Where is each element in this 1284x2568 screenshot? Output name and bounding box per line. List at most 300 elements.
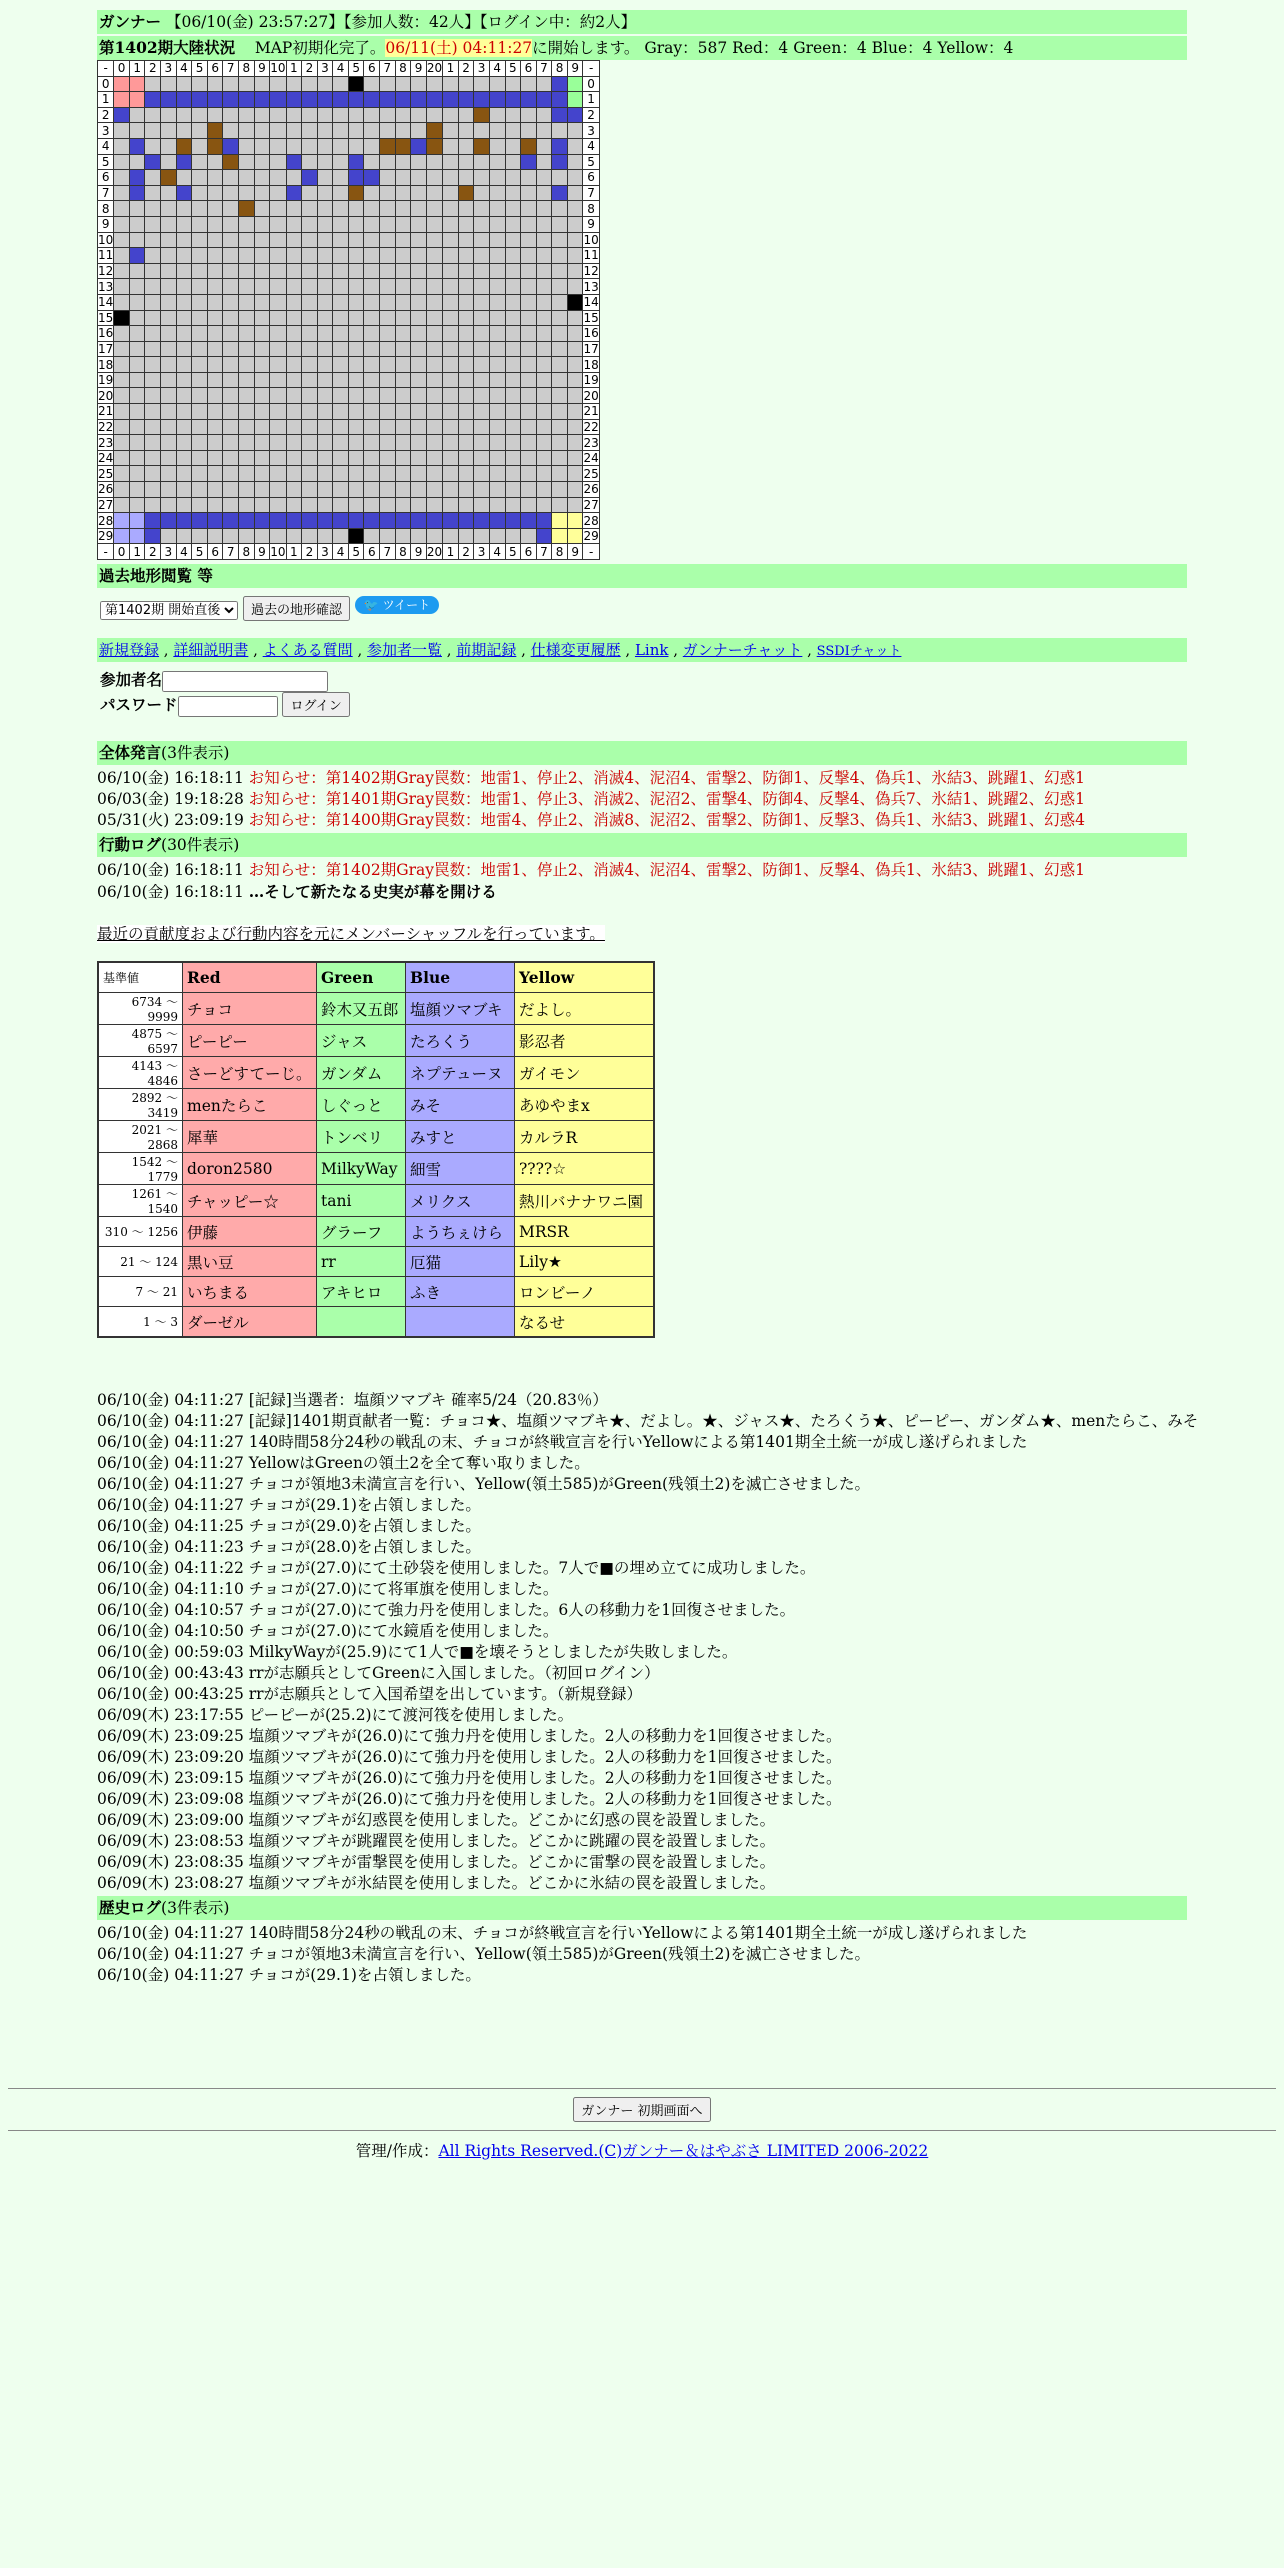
map-cell[interactable] <box>333 419 349 435</box>
map-cell[interactable] <box>161 154 177 170</box>
map-cell[interactable] <box>348 388 364 404</box>
map-cell[interactable] <box>458 450 474 466</box>
map-cell[interactable] <box>348 326 364 342</box>
map-cell[interactable] <box>489 466 505 482</box>
map-cell[interactable] <box>114 248 130 264</box>
map-cell[interactable] <box>129 528 145 544</box>
map-cell[interactable] <box>552 216 568 232</box>
map-cell[interactable] <box>458 497 474 513</box>
map-cell[interactable] <box>192 170 208 186</box>
map-cell[interactable] <box>567 388 583 404</box>
map-cell[interactable] <box>567 341 583 357</box>
map-cell[interactable] <box>395 372 411 388</box>
map-cell[interactable] <box>317 310 333 326</box>
map-cell[interactable] <box>239 435 255 451</box>
map-cell[interactable] <box>145 497 161 513</box>
map-cell[interactable] <box>380 170 396 186</box>
map-cell[interactable] <box>348 216 364 232</box>
map-cell[interactable] <box>129 123 145 139</box>
map-cell[interactable] <box>426 513 442 529</box>
map-cell[interactable] <box>129 201 145 217</box>
map-cell[interactable] <box>567 107 583 123</box>
map-cell[interactable] <box>505 466 521 482</box>
map-cell[interactable] <box>286 466 302 482</box>
map-cell[interactable] <box>317 513 333 529</box>
map-cell[interactable] <box>254 107 270 123</box>
map-cell[interactable] <box>207 107 223 123</box>
map-cell[interactable] <box>380 92 396 108</box>
map-cell[interactable] <box>552 357 568 373</box>
map-cell[interactable] <box>333 92 349 108</box>
map-cell[interactable] <box>348 404 364 420</box>
map-cell[interactable] <box>380 466 396 482</box>
map-cell[interactable] <box>239 372 255 388</box>
map-cell[interactable] <box>489 497 505 513</box>
map-cell[interactable] <box>161 232 177 248</box>
map-cell[interactable] <box>458 138 474 154</box>
map-cell[interactable] <box>348 357 364 373</box>
map-cell[interactable] <box>317 201 333 217</box>
map-cell[interactable] <box>270 326 286 342</box>
map-cell[interactable] <box>458 528 474 544</box>
map-cell[interactable] <box>458 154 474 170</box>
map-cell[interactable] <box>489 419 505 435</box>
map-cell[interactable] <box>426 310 442 326</box>
map-cell[interactable] <box>176 216 192 232</box>
map-cell[interactable] <box>254 76 270 92</box>
map-cell[interactable] <box>333 450 349 466</box>
map-cell[interactable] <box>443 123 459 139</box>
map-cell[interactable] <box>254 341 270 357</box>
map-cell[interactable] <box>333 279 349 295</box>
map-cell[interactable] <box>176 92 192 108</box>
map-cell[interactable] <box>364 185 380 201</box>
map-cell[interactable] <box>207 357 223 373</box>
map-cell[interactable] <box>474 450 490 466</box>
map-cell[interactable] <box>552 154 568 170</box>
map-cell[interactable] <box>239 482 255 498</box>
map-cell[interactable] <box>521 466 537 482</box>
map-cell[interactable] <box>364 216 380 232</box>
map-cell[interactable] <box>348 123 364 139</box>
map-cell[interactable] <box>192 357 208 373</box>
map-cell[interactable] <box>348 513 364 529</box>
map-cell[interactable] <box>333 170 349 186</box>
map-cell[interactable] <box>505 216 521 232</box>
map-cell[interactable] <box>552 326 568 342</box>
map-cell[interactable] <box>161 482 177 498</box>
map-cell[interactable] <box>380 232 396 248</box>
map-cell[interactable] <box>411 357 427 373</box>
map-cell[interactable] <box>426 372 442 388</box>
map-cell[interactable] <box>302 123 318 139</box>
map-cell[interactable] <box>443 279 459 295</box>
map-cell[interactable] <box>380 216 396 232</box>
map-cell[interactable] <box>380 419 396 435</box>
map-cell[interactable] <box>223 185 239 201</box>
map-cell[interactable] <box>536 482 552 498</box>
map-cell[interactable] <box>192 232 208 248</box>
map-cell[interactable] <box>474 310 490 326</box>
map-cell[interactable] <box>223 341 239 357</box>
map-cell[interactable] <box>426 341 442 357</box>
map-cell[interactable] <box>286 263 302 279</box>
map-cell[interactable] <box>239 123 255 139</box>
map-cell[interactable] <box>317 138 333 154</box>
map-cell[interactable] <box>192 216 208 232</box>
map-cell[interactable] <box>145 294 161 310</box>
map-cell[interactable] <box>270 513 286 529</box>
map-cell[interactable] <box>302 497 318 513</box>
map-cell[interactable] <box>254 92 270 108</box>
map-cell[interactable] <box>145 201 161 217</box>
map-cell[interactable] <box>364 528 380 544</box>
map-cell[interactable] <box>145 435 161 451</box>
map-cell[interactable] <box>426 216 442 232</box>
map-cell[interactable] <box>567 154 583 170</box>
map-cell[interactable] <box>380 310 396 326</box>
map-cell[interactable] <box>129 216 145 232</box>
map-cell[interactable] <box>239 216 255 232</box>
map-cell[interactable] <box>474 357 490 373</box>
map-cell[interactable] <box>161 528 177 544</box>
map-cell[interactable] <box>145 466 161 482</box>
map-cell[interactable] <box>333 341 349 357</box>
map-cell[interactable] <box>443 404 459 420</box>
map-cell[interactable] <box>426 482 442 498</box>
map-cell[interactable] <box>192 185 208 201</box>
map-cell[interactable] <box>474 170 490 186</box>
map-cell[interactable] <box>207 138 223 154</box>
map-cell[interactable] <box>161 450 177 466</box>
map-cell[interactable] <box>411 435 427 451</box>
map-cell[interactable] <box>317 357 333 373</box>
map-cell[interactable] <box>176 528 192 544</box>
map-cell[interactable] <box>380 185 396 201</box>
map-cell[interactable] <box>536 513 552 529</box>
map-cell[interactable] <box>254 154 270 170</box>
map-cell[interactable] <box>254 326 270 342</box>
map-cell[interactable] <box>176 263 192 279</box>
map-cell[interactable] <box>348 92 364 108</box>
map-cell[interactable] <box>521 76 537 92</box>
map-cell[interactable] <box>161 357 177 373</box>
map-cell[interactable] <box>239 450 255 466</box>
map-cell[interactable] <box>348 497 364 513</box>
map-cell[interactable] <box>254 357 270 373</box>
map-cell[interactable] <box>552 310 568 326</box>
map-cell[interactable] <box>223 450 239 466</box>
map-cell[interactable] <box>302 528 318 544</box>
map-cell[interactable] <box>302 92 318 108</box>
map-cell[interactable] <box>395 107 411 123</box>
map-cell[interactable] <box>458 435 474 451</box>
map-cell[interactable] <box>129 263 145 279</box>
map-cell[interactable] <box>411 123 427 139</box>
map-cell[interactable] <box>317 154 333 170</box>
map-cell[interactable] <box>521 528 537 544</box>
map-cell[interactable] <box>552 123 568 139</box>
map-cell[interactable] <box>176 294 192 310</box>
map-cell[interactable] <box>207 388 223 404</box>
map-cell[interactable] <box>207 450 223 466</box>
map-cell[interactable] <box>286 388 302 404</box>
map-cell[interactable] <box>145 263 161 279</box>
map-cell[interactable] <box>286 170 302 186</box>
map-cell[interactable] <box>129 92 145 108</box>
map-cell[interactable] <box>364 326 380 342</box>
map-cell[interactable] <box>145 341 161 357</box>
map-cell[interactable] <box>333 138 349 154</box>
map-cell[interactable] <box>223 310 239 326</box>
map-cell[interactable] <box>552 248 568 264</box>
map-cell[interactable] <box>443 466 459 482</box>
map-cell[interactable] <box>192 294 208 310</box>
map-cell[interactable] <box>411 279 427 295</box>
map-cell[interactable] <box>364 232 380 248</box>
map-cell[interactable] <box>207 528 223 544</box>
map-cell[interactable] <box>270 185 286 201</box>
map-cell[interactable] <box>552 263 568 279</box>
map-cell[interactable] <box>474 279 490 295</box>
map-cell[interactable] <box>317 170 333 186</box>
map-cell[interactable] <box>395 185 411 201</box>
map-cell[interactable] <box>474 154 490 170</box>
map-cell[interactable] <box>536 232 552 248</box>
map-cell[interactable] <box>333 528 349 544</box>
map-cell[interactable] <box>426 326 442 342</box>
map-cell[interactable] <box>489 263 505 279</box>
map-cell[interactable] <box>302 263 318 279</box>
map-cell[interactable] <box>176 310 192 326</box>
map-cell[interactable] <box>552 482 568 498</box>
map-cell[interactable] <box>567 372 583 388</box>
map-cell[interactable] <box>129 170 145 186</box>
map-cell[interactable] <box>254 279 270 295</box>
map-cell[interactable] <box>395 248 411 264</box>
map-cell[interactable] <box>505 279 521 295</box>
map-cell[interactable] <box>239 294 255 310</box>
map-cell[interactable] <box>333 201 349 217</box>
map-cell[interactable] <box>567 201 583 217</box>
map-cell[interactable] <box>364 404 380 420</box>
map-cell[interactable] <box>286 201 302 217</box>
map-cell[interactable] <box>161 263 177 279</box>
map-cell[interactable] <box>192 513 208 529</box>
map-cell[interactable] <box>254 123 270 139</box>
map-cell[interactable] <box>552 201 568 217</box>
map-cell[interactable] <box>411 372 427 388</box>
map-cell[interactable] <box>317 419 333 435</box>
map-cell[interactable] <box>474 248 490 264</box>
map-cell[interactable] <box>129 294 145 310</box>
map-cell[interactable] <box>161 341 177 357</box>
map-cell[interactable] <box>521 279 537 295</box>
map-cell[interactable] <box>552 404 568 420</box>
map-cell[interactable] <box>395 123 411 139</box>
map-cell[interactable] <box>223 263 239 279</box>
map-cell[interactable] <box>489 107 505 123</box>
map-cell[interactable] <box>239 201 255 217</box>
map-cell[interactable] <box>505 513 521 529</box>
map-cell[interactable] <box>270 435 286 451</box>
map-cell[interactable] <box>317 388 333 404</box>
map-cell[interactable] <box>395 388 411 404</box>
map-cell[interactable] <box>145 185 161 201</box>
map-cell[interactable] <box>223 154 239 170</box>
map-cell[interactable] <box>411 450 427 466</box>
map-cell[interactable] <box>223 248 239 264</box>
map-cell[interactable] <box>348 435 364 451</box>
map-cell[interactable] <box>223 123 239 139</box>
map-cell[interactable] <box>286 107 302 123</box>
map-cell[interactable] <box>270 357 286 373</box>
map-cell[interactable] <box>505 528 521 544</box>
map-cell[interactable] <box>333 310 349 326</box>
map-cell[interactable] <box>176 466 192 482</box>
map-cell[interactable] <box>458 107 474 123</box>
map-cell[interactable] <box>567 357 583 373</box>
map-cell[interactable] <box>536 154 552 170</box>
map-cell[interactable] <box>192 404 208 420</box>
map-cell[interactable] <box>380 435 396 451</box>
map-cell[interactable] <box>254 138 270 154</box>
map-cell[interactable] <box>317 232 333 248</box>
map-cell[interactable] <box>474 528 490 544</box>
map-cell[interactable] <box>192 528 208 544</box>
map-cell[interactable] <box>567 326 583 342</box>
map-cell[interactable] <box>489 216 505 232</box>
map-cell[interactable] <box>317 107 333 123</box>
map-cell[interactable] <box>333 404 349 420</box>
map-cell[interactable] <box>223 419 239 435</box>
map-cell[interactable] <box>333 388 349 404</box>
map-cell[interactable] <box>317 294 333 310</box>
map-cell[interactable] <box>317 466 333 482</box>
map-cell[interactable] <box>489 76 505 92</box>
map-cell[interactable] <box>239 497 255 513</box>
map-cell[interactable] <box>489 248 505 264</box>
map-cell[interactable] <box>317 341 333 357</box>
map-cell[interactable] <box>521 123 537 139</box>
map-cell[interactable] <box>521 513 537 529</box>
map-cell[interactable] <box>114 76 130 92</box>
map-cell[interactable] <box>317 263 333 279</box>
map-cell[interactable] <box>333 372 349 388</box>
map-cell[interactable] <box>489 357 505 373</box>
map-cell[interactable] <box>223 326 239 342</box>
map-cell[interactable] <box>426 435 442 451</box>
map-cell[interactable] <box>426 185 442 201</box>
map-cell[interactable] <box>192 372 208 388</box>
map-cell[interactable] <box>270 232 286 248</box>
map-cell[interactable] <box>302 482 318 498</box>
map-cell[interactable] <box>254 497 270 513</box>
map-cell[interactable] <box>145 154 161 170</box>
map-cell[interactable] <box>129 404 145 420</box>
map-cell[interactable] <box>176 154 192 170</box>
map-cell[interactable] <box>364 294 380 310</box>
map-cell[interactable] <box>239 76 255 92</box>
map-cell[interactable] <box>192 92 208 108</box>
map-cell[interactable] <box>317 435 333 451</box>
map-cell[interactable] <box>426 170 442 186</box>
map-cell[interactable] <box>333 185 349 201</box>
map-cell[interactable] <box>192 435 208 451</box>
map-cell[interactable] <box>207 263 223 279</box>
map-cell[interactable] <box>426 107 442 123</box>
map-cell[interactable] <box>192 138 208 154</box>
map-cell[interactable] <box>411 248 427 264</box>
map-cell[interactable] <box>536 170 552 186</box>
map-cell[interactable] <box>286 138 302 154</box>
map-cell[interactable] <box>145 107 161 123</box>
map-cell[interactable] <box>176 513 192 529</box>
map-cell[interactable] <box>443 76 459 92</box>
map-cell[interactable] <box>395 201 411 217</box>
map-cell[interactable] <box>443 497 459 513</box>
map-cell[interactable] <box>426 92 442 108</box>
map-cell[interactable] <box>176 372 192 388</box>
map-cell[interactable] <box>521 92 537 108</box>
map-cell[interactable] <box>302 154 318 170</box>
map-cell[interactable] <box>567 450 583 466</box>
map-cell[interactable] <box>348 107 364 123</box>
map-cell[interactable] <box>426 294 442 310</box>
map-cell[interactable] <box>223 513 239 529</box>
nav-link[interactable]: 前期記録 <box>456 641 517 659</box>
nav-link[interactable]: ガンナーチャット <box>682 641 803 659</box>
map-cell[interactable] <box>333 123 349 139</box>
map-cell[interactable] <box>129 279 145 295</box>
map-cell[interactable] <box>380 279 396 295</box>
map-cell[interactable] <box>348 294 364 310</box>
map-cell[interactable] <box>489 404 505 420</box>
map-cell[interactable] <box>286 154 302 170</box>
map-cell[interactable] <box>176 201 192 217</box>
map-cell[interactable] <box>505 419 521 435</box>
map-cell[interactable] <box>114 294 130 310</box>
term-select[interactable] <box>100 601 238 620</box>
map-cell[interactable] <box>114 170 130 186</box>
map-cell[interactable] <box>145 310 161 326</box>
map-cell[interactable] <box>114 279 130 295</box>
map-cell[interactable] <box>489 154 505 170</box>
map-cell[interactable] <box>114 326 130 342</box>
map-cell[interactable] <box>114 466 130 482</box>
map-cell[interactable] <box>239 232 255 248</box>
map-cell[interactable] <box>348 279 364 295</box>
map-cell[interactable] <box>207 372 223 388</box>
map-cell[interactable] <box>395 232 411 248</box>
map-cell[interactable] <box>426 154 442 170</box>
map-cell[interactable] <box>207 185 223 201</box>
map-cell[interactable] <box>223 388 239 404</box>
map-cell[interactable] <box>536 279 552 295</box>
map-cell[interactable] <box>364 107 380 123</box>
world-map[interactable] <box>97 60 600 560</box>
map-cell[interactable] <box>521 357 537 373</box>
map-cell[interactable] <box>458 326 474 342</box>
map-cell[interactable] <box>364 138 380 154</box>
map-cell[interactable] <box>239 513 255 529</box>
map-cell[interactable] <box>302 310 318 326</box>
map-cell[interactable] <box>145 138 161 154</box>
map-cell[interactable] <box>474 216 490 232</box>
map-cell[interactable] <box>114 92 130 108</box>
map-cell[interactable] <box>521 154 537 170</box>
map-cell[interactable] <box>145 326 161 342</box>
